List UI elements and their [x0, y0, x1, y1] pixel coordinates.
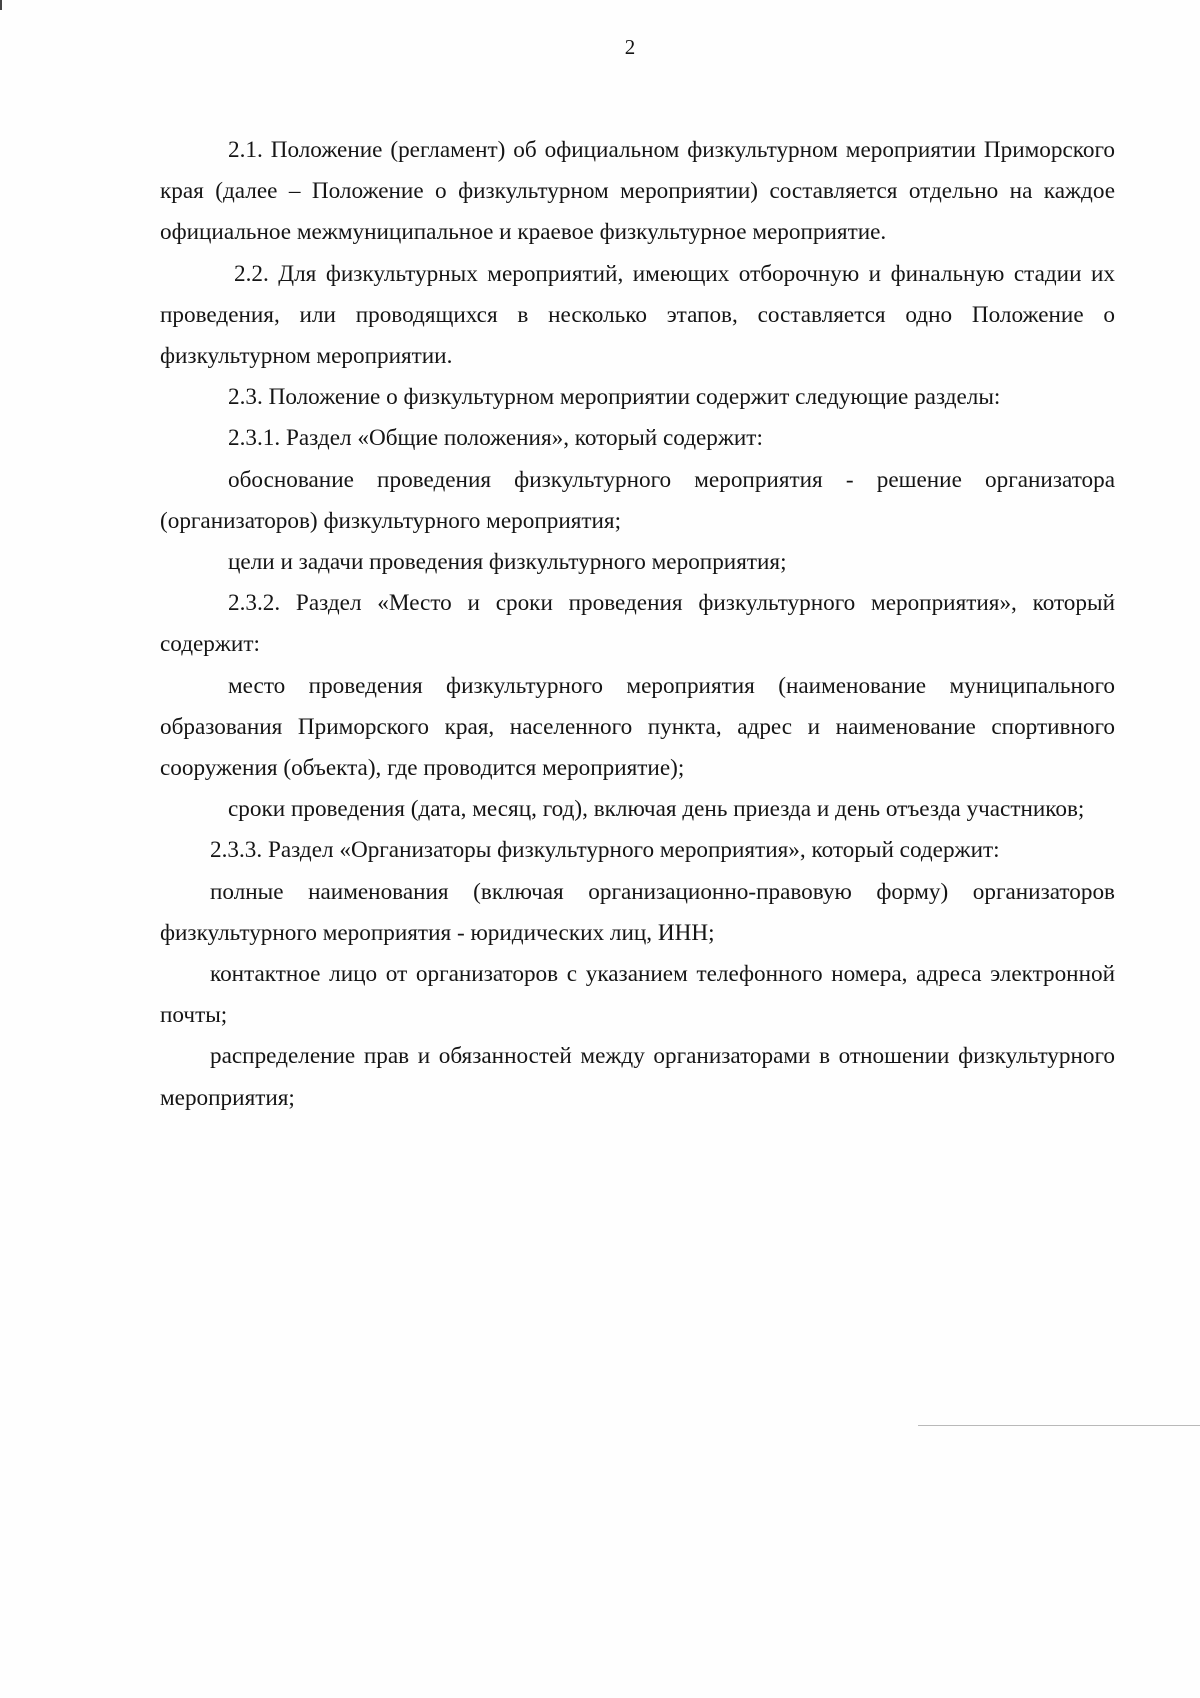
paragraph-rights-distribution: распределение прав и обязанностей между организаторами в отношении физкультурного мероприятия;: [160, 1043, 1115, 1111]
paragraph-2-3-2: 2.3.2. Раздел «Место и сроки проведения физкультурного мероприятия», который содержит:: [160, 590, 1115, 658]
paragraph-contact-person: контактное лицо от организаторов с указанием телефонного номера, адреса электронной почты;: [160, 961, 1115, 1029]
scan-artifact-line: [918, 1425, 1200, 1426]
scan-edge-mark: [0, 0, 2, 10]
page-number: 2: [624, 35, 636, 59]
document-body: [160, 130, 1115, 1119]
paragraph-2-3-1: 2.3.1. Раздел «Общие положения», который содержит:: [228, 425, 763, 452]
paragraph-justification: обоснование проведения физкультурного мероприятия - решение организатора (организаторов) физкультурного мероприятия;: [160, 466, 1115, 534]
paragraph-venue: место проведения физкультурного мероприятия (наименование муниципального образования Приморского края, населенного пункта, адрес и наименование спортивного сооружения (объекта), где проводится мероприятие);: [160, 672, 1115, 782]
paragraph-organizer-names: полные наименования (включая организационно-правовую форму) организаторов физкультурного мероприятия - юридических лиц, ИНН;: [160, 878, 1115, 946]
paragraph-2-3-3: 2.3.3. Раздел «Организаторы физкультурного мероприятия», который содержит:: [210, 837, 1000, 864]
paragraph-dates: сроки проведения (дата, месяц, год), включая день приезда и день отъезда участников;: [228, 796, 1085, 823]
paragraph-goals: цели и задачи проведения физкультурного мероприятия;: [228, 549, 787, 576]
paragraph-2-3: 2.3. Положение о физкультурном мероприятии содержит следующие разделы:: [228, 384, 1001, 411]
paragraph-2-1: 2.1. Положение (регламент) об официальном физкультурном мероприятии Приморского края (далее – Положение о физкультурном мероприятии) составляется отдельно на каждое официальное межмуниципальное и краевое физкультурное мероприятие.: [160, 137, 1115, 246]
paragraph-2-2: 2.2. Для физкультурных мероприятий, имеющих отборочную и финальную стадии их проведения, или проводящихся в несколько этапов, составляется одно Положение о физкультурном мероприятии.: [160, 260, 1115, 370]
